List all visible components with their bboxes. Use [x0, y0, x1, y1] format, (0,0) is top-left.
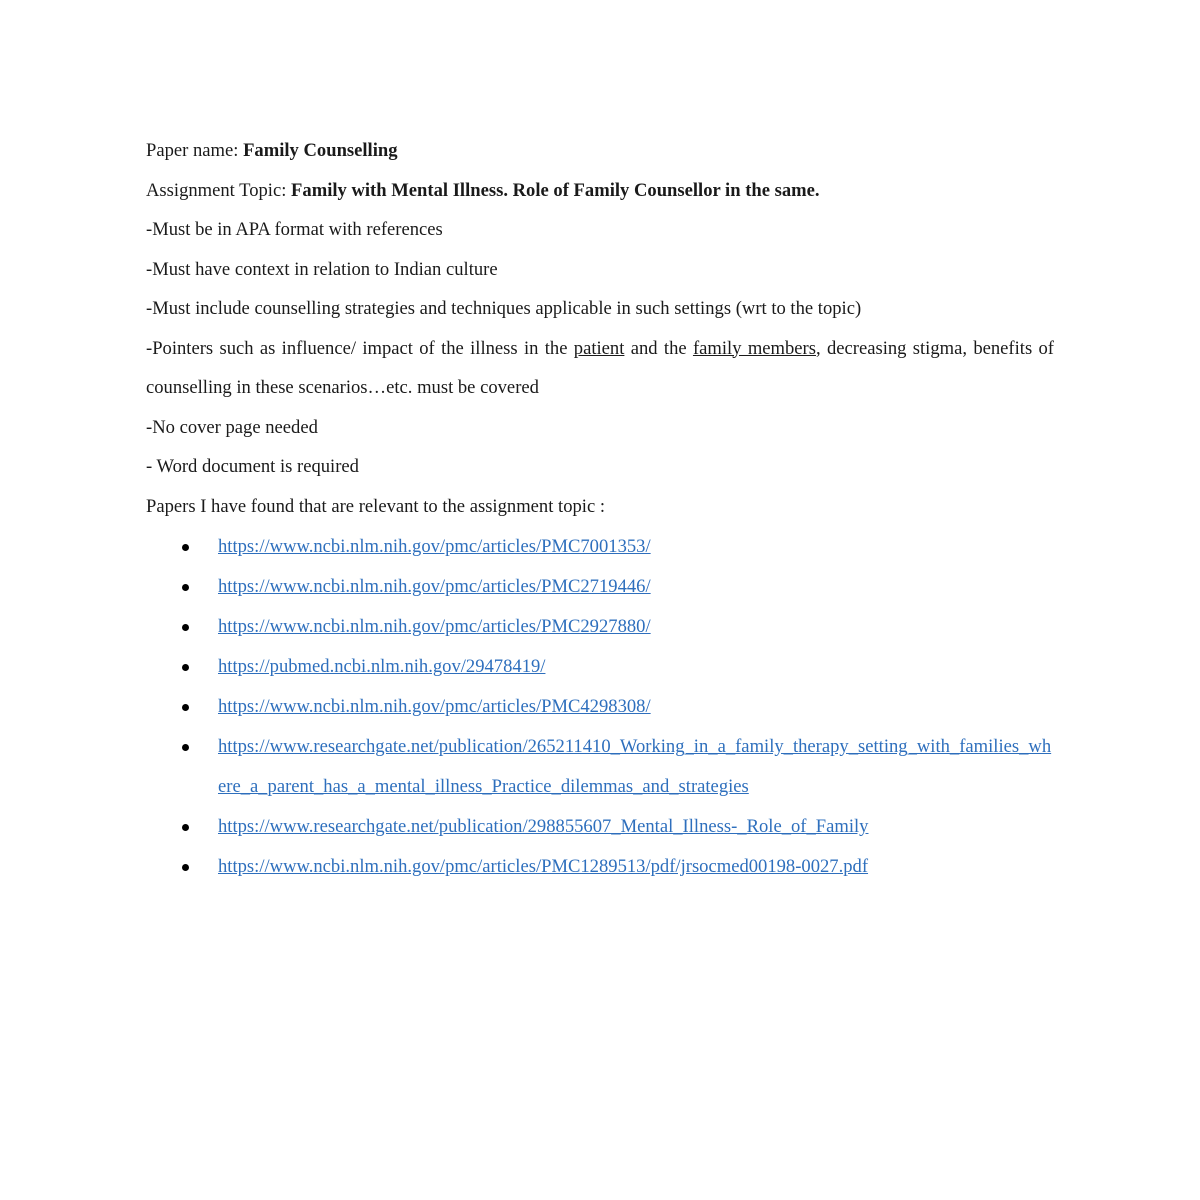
- bullet-icon: [182, 664, 189, 671]
- reference-list: [146, 527, 1054, 887]
- reference-link[interactable]: https://www.researchgate.net/publication/265211410_Working_in_a_family_therapy_setting_with_families_where_a_parent_has_a_mental_illness_Practice_dilemmas_and_strategies: [218, 736, 1052, 797]
- bullet-icon: [182, 704, 189, 711]
- reference-item: [146, 567, 1054, 607]
- reference-item: [146, 687, 1054, 727]
- requirement-pointers: [146, 329, 1054, 408]
- requirement-word-document: - Word document is required: [146, 456, 359, 477]
- paper-name-value: Family Counselling: [243, 140, 398, 161]
- reference-item: [146, 607, 1054, 647]
- reference-item: [146, 847, 1054, 887]
- bullet-icon: [182, 624, 189, 631]
- papers-intro: Papers I have found that are relevant to the assignment topic :: [146, 495, 606, 517]
- reference-item: [146, 647, 1054, 687]
- assignment-topic-line: [146, 171, 1054, 211]
- reference-link[interactable]: https://www.ncbi.nlm.nih.gov/pmc/articles/PMC1289513/pdf/jrsocmed00198-0027.pdf: [218, 856, 869, 877]
- bullet-icon: [182, 744, 189, 751]
- reference-link[interactable]: https://www.ncbi.nlm.nih.gov/pmc/articles/PMC2719446/: [218, 576, 651, 597]
- bullet-icon: [182, 864, 189, 871]
- assignment-topic-label: Assignment Topic:: [146, 179, 292, 201]
- reference-item: [146, 527, 1054, 567]
- reference-link[interactable]: https://www.researchgate.net/publication/298855607_Mental_Illness-_Role_of_Family: [218, 816, 869, 837]
- bullet-icon: [182, 824, 189, 831]
- reference-link[interactable]: https://pubmed.ncbi.nlm.nih.gov/29478419/: [218, 656, 546, 677]
- pointers-text-a: -Pointers such as influence/ impact of the illness in the: [146, 337, 574, 359]
- reference-link[interactable]: https://www.ncbi.nlm.nih.gov/pmc/articles/PMC2927880/: [218, 616, 651, 637]
- pointers-family-members: family members: [692, 337, 816, 359]
- assignment-topic-value: Family with Mental Illness. Role of Family Counsellor in the same.: [291, 179, 820, 201]
- reference-link[interactable]: https://www.ncbi.nlm.nih.gov/pmc/articles/PMC4298308/: [218, 696, 651, 717]
- requirement-indian-culture: -Must have context in relation to Indian culture: [146, 258, 498, 280]
- reference-item: [146, 807, 1054, 847]
- requirement-no-cover-page: -No cover page needed: [146, 416, 318, 438]
- requirement-strategies: -Must include counselling strategies and techniques applicable in such settings (wrt to the topic): [146, 298, 862, 319]
- reference-item: [146, 727, 1054, 807]
- paper-name-line: [146, 131, 1054, 171]
- pointers-text-c: , decreasing stigma, benefits of counselling in these scenarios…etc. must be covered: [146, 337, 1055, 398]
- bullet-icon: [182, 544, 189, 551]
- requirement-apa: -Must be in APA format with references: [146, 219, 443, 240]
- paper-name-label: Paper name:: [146, 140, 244, 161]
- pointers-text-b: and the: [624, 337, 693, 359]
- pointers-patient: patient: [573, 337, 625, 359]
- reference-link[interactable]: https://www.ncbi.nlm.nih.gov/pmc/articles/PMC7001353/: [218, 536, 651, 557]
- document-page: [146, 131, 1054, 887]
- bullet-icon: [182, 584, 189, 591]
